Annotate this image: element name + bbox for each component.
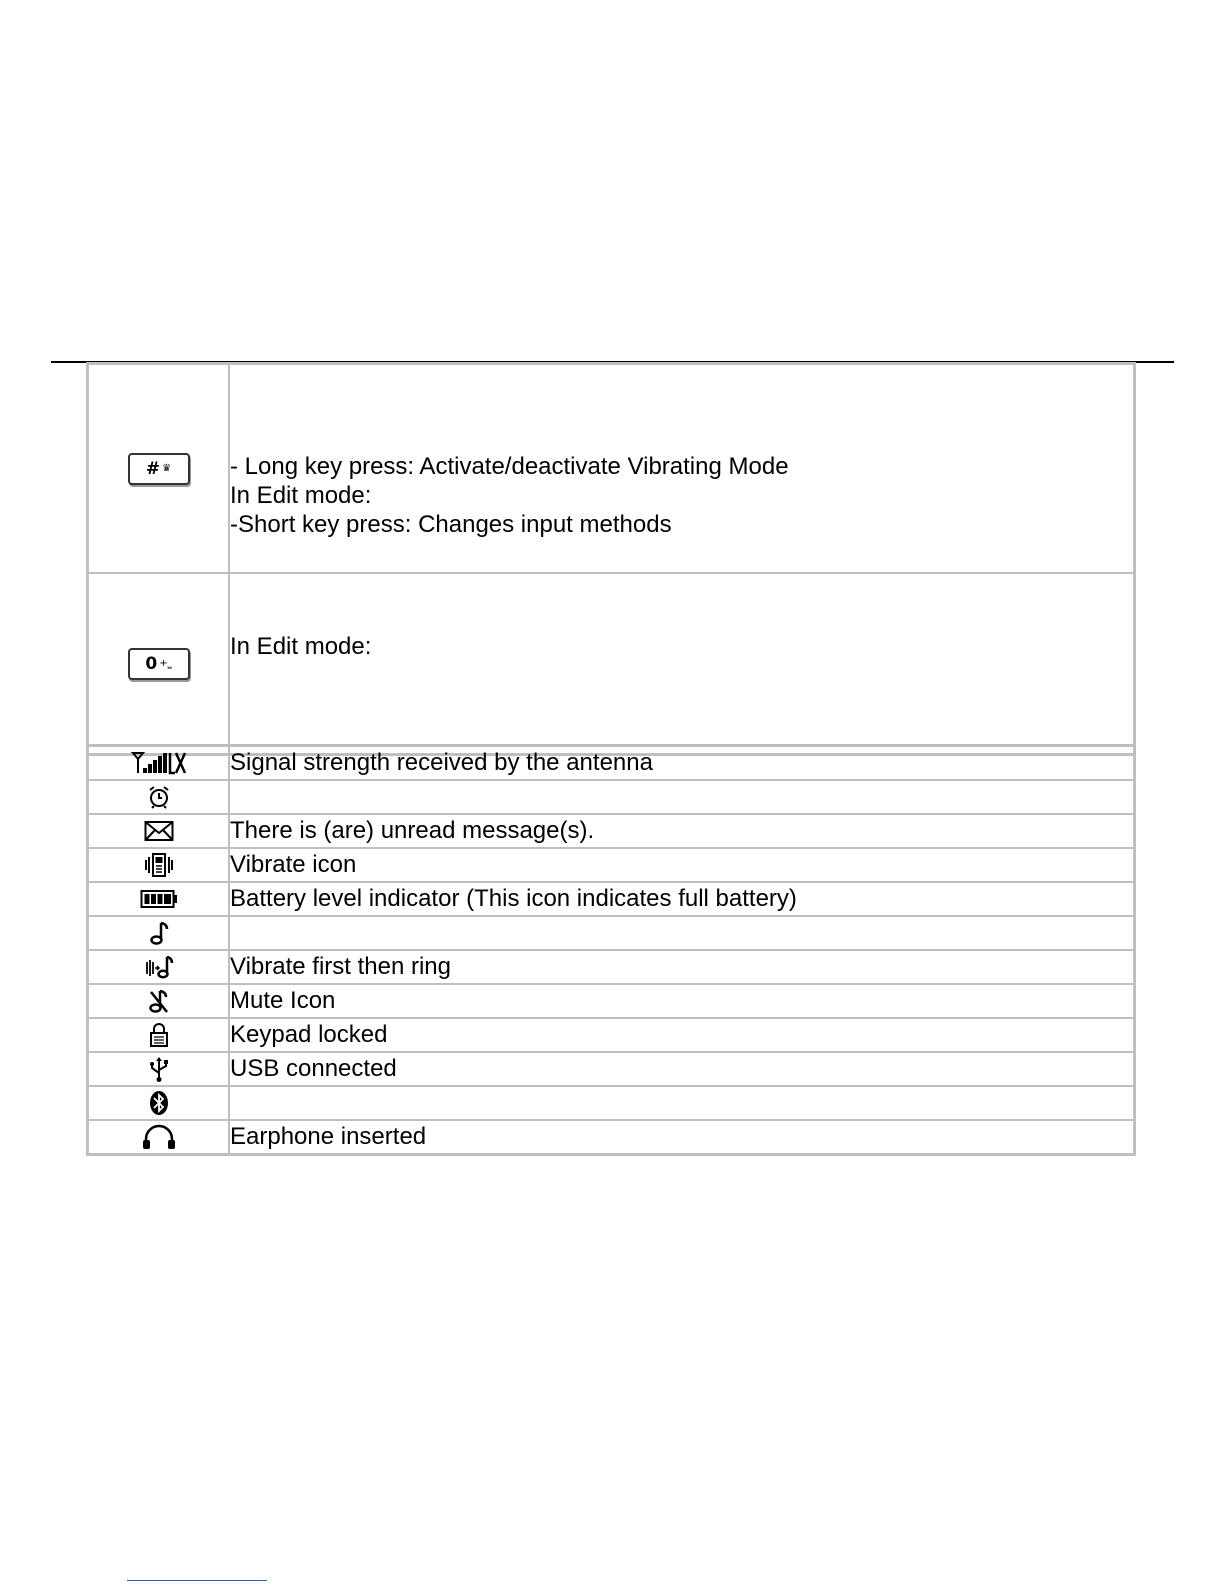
table-row <box>88 814 1135 848</box>
table-row <box>88 1018 1135 1052</box>
table-row <box>88 848 1135 882</box>
table-row <box>88 746 1135 781</box>
table-row <box>88 364 1135 574</box>
vibrate-icon <box>144 852 174 878</box>
icon-description: Vibrate first then ring <box>229 950 1135 984</box>
icon-description: Vibrate icon <box>229 848 1135 882</box>
key-description <box>229 364 1135 574</box>
envelope-icon <box>144 820 174 842</box>
table-row <box>88 780 1135 814</box>
battery-full-icon <box>140 889 178 909</box>
table-row <box>88 1120 1135 1155</box>
music-note-icon <box>148 920 170 946</box>
icon-description: Keypad locked <box>229 1018 1135 1052</box>
icon-description: Signal strength received by the antenna <box>229 746 1135 781</box>
description-line: -Short key press: Changes input methods <box>230 511 672 538</box>
key-cell <box>88 364 230 574</box>
icon-description: Earphone inserted <box>229 1120 1135 1155</box>
footer-link-underline <box>127 1580 267 1581</box>
key-description <box>229 573 1135 755</box>
mute-icon <box>147 988 171 1014</box>
table-row <box>88 984 1135 1018</box>
headphones-icon <box>141 1124 177 1150</box>
icon-description <box>229 1086 1135 1120</box>
icon-description <box>229 916 1135 950</box>
description-line: - Long key press: Activate/deactivate Vibrating Mode <box>230 453 789 480</box>
icon-description: Battery level indicator (This icon indicates full battery) <box>229 882 1135 916</box>
bluetooth-icon <box>149 1090 169 1116</box>
table-row <box>88 1052 1135 1086</box>
icon-description: USB connected <box>229 1052 1135 1086</box>
hash-key-icon: # ♛ <box>128 453 190 485</box>
table-row <box>88 573 1135 755</box>
keys-table <box>86 362 1136 756</box>
description-line: In Edit mode: <box>230 482 372 509</box>
table-row <box>88 1086 1135 1120</box>
table-row <box>88 882 1135 916</box>
table-row <box>88 950 1135 984</box>
zero-key-icon: 0 +⎵ <box>128 648 190 680</box>
status-icons-table <box>86 744 1136 1156</box>
icon-description: Mute Icon <box>229 984 1135 1018</box>
vibrate-then-ring-icon <box>144 954 174 980</box>
description-line: In Edit mode: <box>230 633 372 660</box>
icon-description: There is (are) unread message(s). <box>229 814 1135 848</box>
usb-icon <box>147 1055 171 1083</box>
alarm-clock-icon <box>147 785 171 809</box>
padlock-icon <box>148 1022 170 1048</box>
icon-description <box>229 780 1135 814</box>
table-row <box>88 916 1135 950</box>
key-cell <box>88 573 230 755</box>
signal-strength-icon <box>131 751 187 775</box>
